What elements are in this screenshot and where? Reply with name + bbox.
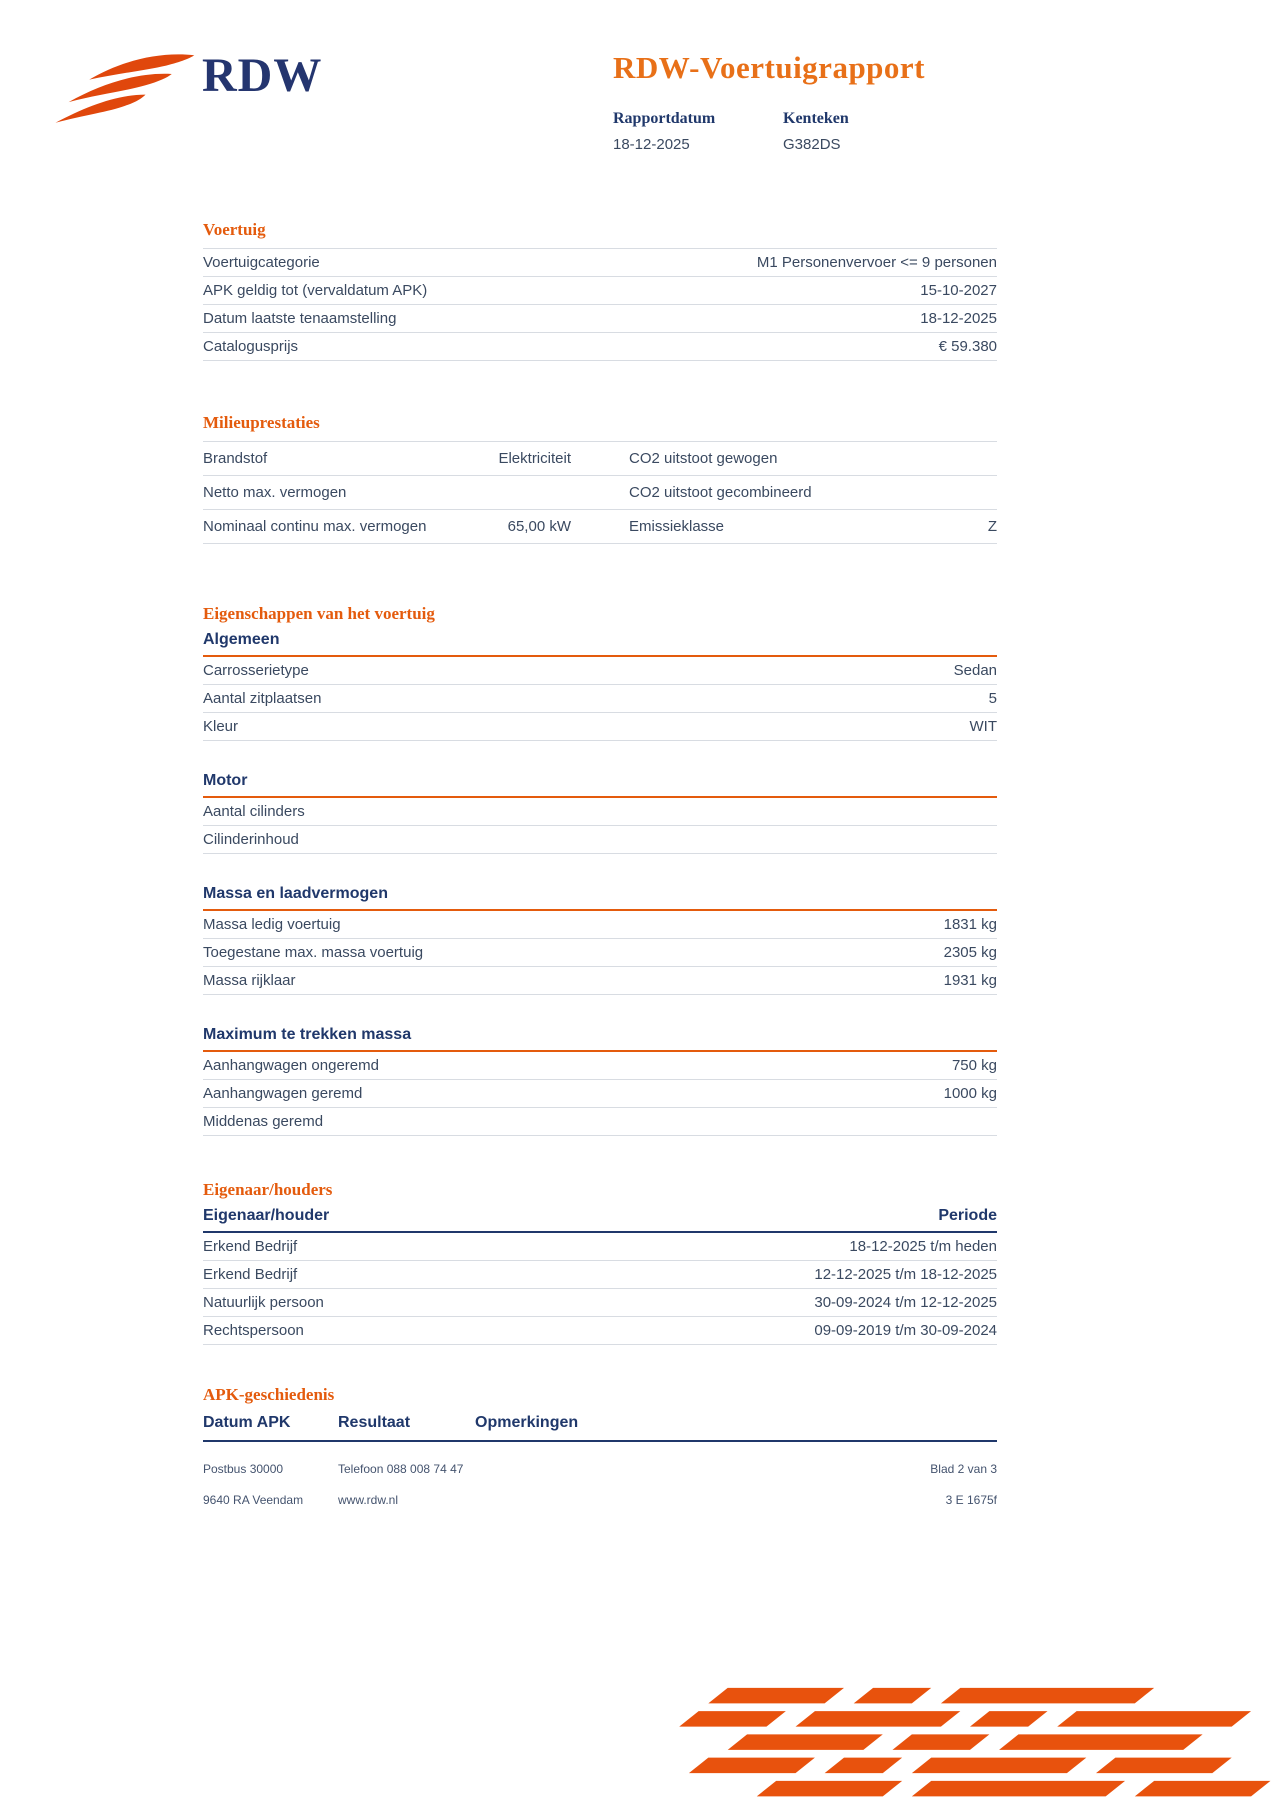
row-label: Middenas geremd (203, 1113, 324, 1130)
footer-line (203, 1462, 997, 1476)
period-cell: 18-12-2025 t/m heden (849, 1238, 997, 1255)
table-row (203, 911, 997, 939)
row-right (629, 517, 997, 536)
report-meta (613, 110, 1033, 153)
column-header-resultaat: Resultaat (338, 1414, 411, 1431)
row-value: Sedan (953, 662, 997, 679)
table-row (203, 277, 997, 305)
row-value: 5 (988, 690, 997, 707)
title-block (613, 50, 1033, 153)
section-heading: Voertuig (203, 220, 266, 239)
section-heading: Milieuprestaties (203, 413, 320, 432)
period-cell: 30-09-2024 t/m 12-12-2025 (814, 1294, 997, 1311)
row-label: Datum laatste tenaamstelling (203, 310, 397, 327)
voertuig-table (203, 248, 997, 361)
section-heading: APK-geschiedenis (203, 1385, 335, 1404)
row-left (203, 449, 571, 468)
row-value: 1931 kg (943, 972, 997, 989)
row-value: Elektriciteit (498, 450, 571, 467)
row-left (203, 483, 571, 502)
column-header-opmerkingen: Opmerkingen (475, 1414, 579, 1431)
table-row (203, 249, 997, 277)
footer-website: www.rdw.nl (338, 1493, 399, 1507)
row-value: Z (987, 518, 997, 535)
column-header-datum-apk: Datum APK (203, 1414, 291, 1431)
row-label: Netto max. vermogen (203, 484, 347, 501)
kenteken-block (783, 110, 953, 153)
table-row (203, 1233, 997, 1261)
section-milieuprestaties (203, 413, 997, 544)
rapportdatum-block (613, 110, 783, 153)
row-value: 1000 kg (943, 1085, 997, 1102)
row-label: Aantal cilinders (203, 803, 305, 820)
subsection-title: Algemeen (203, 630, 997, 657)
row-right (629, 449, 997, 468)
footer-doc-code: 3 E 1675f (945, 1493, 997, 1507)
subsection-table (203, 911, 997, 995)
kenteken-value: G382DS (783, 136, 841, 153)
section-heading: Eigenaar/houders (203, 1180, 333, 1199)
subsection-algemeen (203, 630, 997, 741)
row-label: Massa ledig voertuig (203, 916, 341, 933)
row-value: 750 kg (951, 1057, 997, 1074)
row-value: WIT (969, 718, 997, 735)
subsection-title: Maximum te trekken massa (203, 1025, 997, 1052)
row-label: Carrosserietype (203, 662, 309, 679)
rdw-logo-text: RDW (202, 49, 323, 102)
subsection-table (203, 657, 997, 741)
table-row (203, 713, 997, 741)
table-row (203, 967, 997, 995)
row-label: APK geldig tot (vervaldatum APK) (203, 282, 428, 299)
table-row (203, 476, 997, 510)
row-label: CO2 uitstoot gewogen (629, 450, 778, 467)
subsection-table (203, 1052, 997, 1136)
owner-cell: Erkend Bedrijf (203, 1238, 298, 1255)
row-label: Aantal zitplaatsen (203, 690, 322, 707)
rapportdatum-label: Rapportdatum (613, 110, 716, 127)
speed-stripes-graphic (660, 1682, 1280, 1808)
table-row (203, 305, 997, 333)
table-row (203, 1289, 997, 1317)
row-value: 65,00 kW (507, 518, 571, 535)
row-label: Nominaal continu max. vermogen (203, 518, 427, 535)
row-label: Cilinderinhoud (203, 831, 299, 848)
row-value: € 59.380 (938, 338, 997, 355)
kenteken-label: Kenteken (783, 110, 849, 127)
row-value: M1 Personenvervoer <= 9 personen (756, 254, 997, 271)
rdw-wing-logo-icon (48, 50, 198, 128)
eigenaar-table (203, 1233, 997, 1345)
milieu-table (203, 441, 997, 544)
row-label: Kleur (203, 718, 239, 735)
section-eigenschappen (203, 604, 997, 1136)
row-label: Aanhangwagen geremd (203, 1085, 363, 1102)
table-row (203, 1261, 997, 1289)
section-apk-geschiedenis (203, 1385, 997, 1442)
owner-cell: Natuurlijk persoon (203, 1294, 324, 1311)
subsection-trekken-massa (203, 1025, 997, 1136)
table-row (203, 826, 997, 854)
row-label: CO2 uitstoot gecombineerd (629, 484, 812, 501)
page-footer (203, 1462, 997, 1507)
footer-address-line1: Postbus 30000 (203, 1462, 284, 1476)
row-label: Catalogusprijs (203, 338, 299, 355)
table-row (203, 333, 997, 361)
period-cell: 09-09-2019 t/m 30-09-2024 (814, 1322, 997, 1339)
row-label: Aanhangwagen ongeremd (203, 1057, 379, 1074)
table-row (203, 657, 997, 685)
table-row (203, 1080, 997, 1108)
section-voertuig (203, 220, 997, 361)
apk-table-header (203, 1413, 997, 1442)
report-content (203, 212, 997, 1442)
row-right (629, 483, 997, 502)
row-value: 18-12-2025 (920, 310, 997, 327)
row-label: Voertuigcategorie (203, 254, 320, 271)
rapportdatum-value: 18-12-2025 (613, 136, 690, 153)
owner-cell: Erkend Bedrijf (203, 1266, 298, 1283)
row-label: Emissieklasse (629, 518, 725, 535)
subsection-massa (203, 884, 997, 995)
subsection-title: Massa en laadvermogen (203, 884, 997, 911)
rdw-logo (48, 50, 322, 128)
period-cell: 12-12-2025 t/m 18-12-2025 (814, 1266, 997, 1283)
footer-address-line2: 9640 RA Veendam (203, 1493, 304, 1507)
section-heading: Eigenschappen van het voertuig (203, 604, 435, 623)
section-eigenaar-houders (203, 1180, 997, 1345)
table-row (203, 442, 997, 476)
column-header-owner: Eigenaar/houder (203, 1207, 330, 1224)
row-value: 15-10-2027 (920, 282, 997, 299)
table-row (203, 1317, 997, 1345)
row-label: Toegestane max. massa voertuig (203, 944, 424, 961)
table-row (203, 685, 997, 713)
table-row (203, 1052, 997, 1080)
page-title: RDW-Voertuigrapport (613, 50, 926, 85)
footer-page-number: Blad 2 van 3 (930, 1462, 997, 1476)
row-left (203, 517, 571, 536)
subsection-table (203, 798, 997, 854)
owner-cell: Rechtspersoon (203, 1322, 304, 1339)
table-row (203, 1108, 997, 1136)
footer-line (203, 1493, 997, 1507)
row-value: 2305 kg (943, 944, 997, 961)
column-header-period: Periode (938, 1207, 997, 1224)
subsection-motor (203, 771, 997, 854)
eigenaar-table-header (203, 1206, 997, 1233)
table-row (203, 510, 997, 544)
table-row (203, 939, 997, 967)
table-row (203, 798, 997, 826)
row-label: Massa rijklaar (203, 972, 296, 989)
row-label: Brandstof (203, 450, 268, 467)
row-value: 1831 kg (943, 916, 997, 933)
subsection-title: Motor (203, 771, 997, 798)
footer-phone: Telefoon 088 008 74 47 (338, 1462, 464, 1476)
